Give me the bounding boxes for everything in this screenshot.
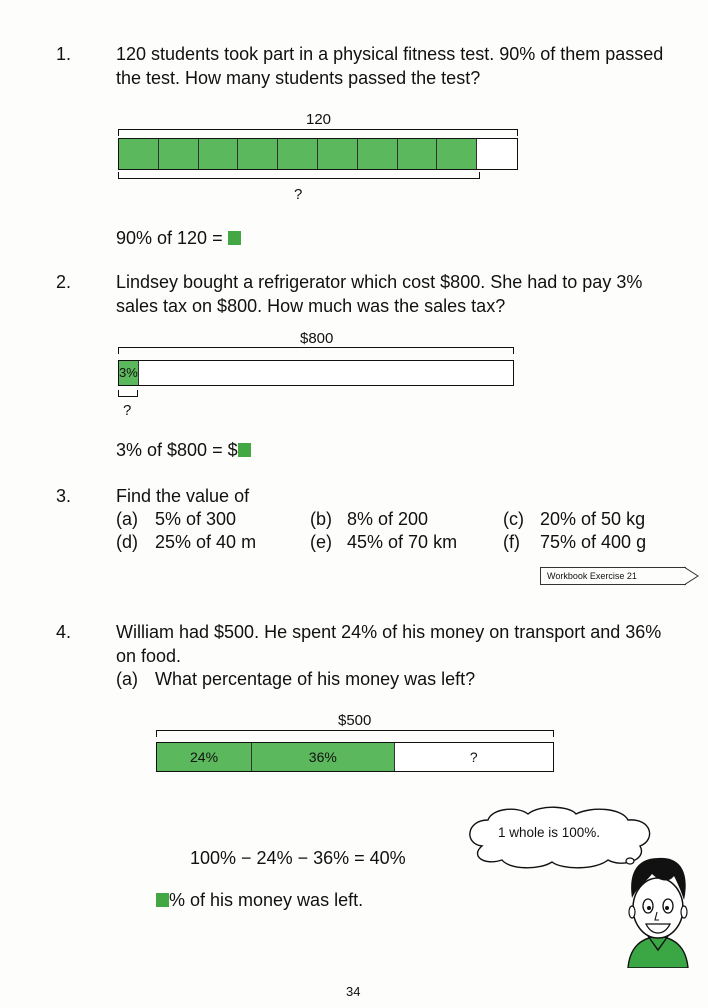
q4-bar-segment-2: 36% — [252, 743, 395, 771]
q3-item-f-text: 75% of 400 g — [540, 532, 647, 552]
q1-bottom-brace — [118, 172, 480, 179]
page-number: 34 — [346, 984, 361, 999]
q3-item-e-text: 45% of 70 km — [347, 532, 458, 552]
q1-bar-cell-filled — [318, 139, 358, 169]
q1-unknown-label: ? — [294, 186, 303, 203]
q1-number: 1. — [56, 44, 72, 64]
q3-item-b-text: 8% of 200 — [347, 509, 429, 529]
q3-item-f-label: (f) — [503, 532, 520, 552]
q3-item-c-text: 20% of 50 kg — [540, 509, 646, 529]
q4-bar-total-label: $500 — [338, 712, 372, 729]
q4-answer-line: % of his money was left. — [156, 888, 363, 913]
q1-bar-cell-empty — [477, 139, 517, 169]
q1-bar-total-label: 120 — [306, 111, 332, 128]
q1-bar-cell-filled — [119, 139, 159, 169]
workbook-exercise-tag: Workbook Exercise 21 — [540, 567, 686, 585]
answer-box — [238, 443, 251, 457]
q1-bar-cell-filled — [159, 139, 199, 169]
q1-equation: 90% of 120 = — [116, 226, 241, 251]
q2-equation: 3% of $800 = $ — [116, 438, 251, 463]
q2-bottom-brace — [118, 390, 138, 397]
q1-bar-cell-filled — [238, 139, 278, 169]
q4-text-line2: on food. — [116, 646, 182, 666]
q1-bar-model — [118, 138, 518, 170]
q2-text-line2: sales tax on $800. How much was the sales tax? — [116, 296, 506, 316]
q3-item-d-label: (d) — [116, 532, 138, 552]
q2-text-line1: Lindsey bought a refrigerator which cost $800. She had to pay 3% — [116, 272, 643, 292]
q2-top-brace — [118, 347, 514, 354]
q2-bar-part: 3% — [119, 361, 139, 385]
q3-item-d-text: 25% of 40 m — [155, 532, 257, 552]
q2-number: 2. — [56, 272, 72, 292]
q1-bar-cell-filled — [278, 139, 318, 169]
thought-text: 1 whole is 100%. — [498, 825, 601, 840]
q1-text-line2: the test. How many students passed the test? — [116, 68, 481, 88]
q3-item-c-label: (c) — [503, 509, 524, 529]
q4-part-a-text: What percentage of his money was left? — [155, 669, 476, 689]
q4-text-line1: William had $500. He spent 24% of his money on transport and 36% — [116, 622, 662, 642]
q4-bar-segment-3: ? — [469, 749, 478, 765]
q1-bar-cell-filled — [398, 139, 438, 169]
q3-item-a-text: 5% of 300 — [155, 509, 237, 529]
q1-bar-cell-filled — [437, 139, 477, 169]
q3-intro: Find the value of — [116, 486, 250, 506]
q2-bar-model — [118, 360, 514, 386]
q3-number: 3. — [56, 486, 72, 506]
q1-text-line1: 120 students took part in a physical fitness test. 90% of them passed — [116, 44, 664, 64]
q2-bar-total-label: $800 — [300, 330, 334, 347]
q3-item-b-label: (b) — [310, 509, 332, 529]
q4-top-brace — [156, 730, 554, 737]
answer-box — [156, 893, 169, 907]
boy-illustration — [618, 850, 698, 968]
q4-part-a-label: (a) — [116, 669, 138, 689]
q3-item-e-label: (e) — [310, 532, 332, 552]
arrow-right-icon — [684, 566, 700, 586]
q4-bar-model — [156, 742, 554, 772]
q4-equation: 100% − 24% − 36% = 40% — [190, 848, 406, 868]
q1-bar-cell-filled — [358, 139, 398, 169]
q4-number: 4. — [56, 622, 72, 642]
q2-unknown-label: ? — [123, 402, 132, 419]
q1-top-brace — [118, 129, 518, 136]
answer-box — [228, 231, 241, 245]
q4-bar-segment-1: 24% — [157, 743, 252, 771]
q3-item-a-label: (a) — [116, 509, 138, 529]
q1-bar-cell-filled — [199, 139, 239, 169]
